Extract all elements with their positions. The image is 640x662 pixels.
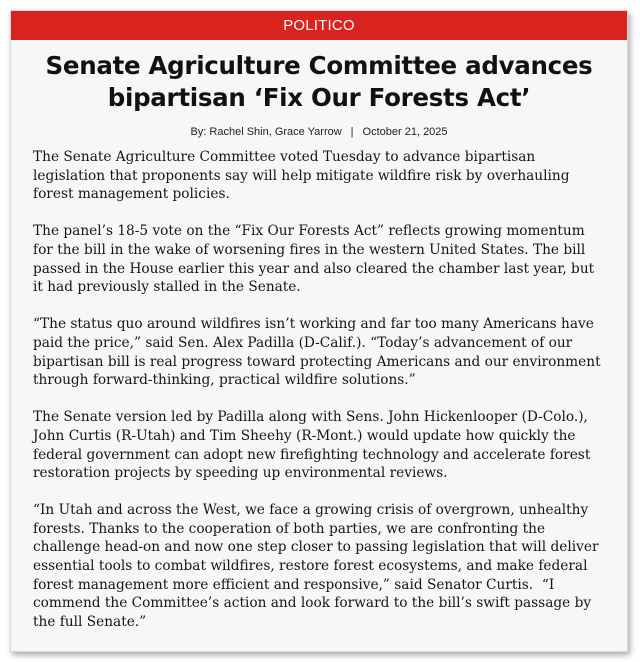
byline-authors: By: Rachel Shin, Grace Yarrow <box>190 126 342 138</box>
article-headline: Senate Agriculture Committee advances bipartisan ‘Fix Our Forests Act’ <box>45 51 593 112</box>
article-page <box>10 10 628 652</box>
article-paragraph: The panel’s 18-5 vote on the “Fix Our Forests Act” reflects growing momentum for the bill in the wake of worsening fires in the western United States. The bill passed in the House earlier this year and also cleared the chamber last year, but it had previously stalled in the Senate. <box>33 223 595 296</box>
publication-logo: POLITICO <box>283 17 355 34</box>
article-paragraph: The Senate Agriculture Committee voted Tuesday to advance bipartisan legislation that proponents say will help mitigate wildfire risk by overhauling forest management policies. <box>33 149 570 203</box>
article-paragraph: “In Utah and across the West, we face a growing crisis of overgrown, unhealthy forests. Thanks to the cooperation of both parties, we are confronting the challenge head-on and now one step closer to passing legislation that will deliver essential tools to combat wildfires, restore forest ecosystems, and make federal forest management more efficient and responsive,” said Senator Curtis. “I commend the Committee’s action and look forward to the bill’s swift passage by the full Senate.” <box>33 502 599 630</box>
byline <box>11 126 627 138</box>
byline-date: October 21, 2025 <box>362 126 448 138</box>
byline-separator: | <box>350 126 354 138</box>
brand-bar <box>11 11 627 40</box>
article-paragraph: “The status quo around wildfires isn’t working and far too many Americans have paid the price,” said Sen. Alex Padilla (D-Calif.). “Today’s advancement of our bipartisan bill is real progress toward protecting Americans and our environment through forward-thinking, practical wildfire solutions.” <box>33 316 601 389</box>
article-paragraph: The Senate version led by Padilla along with Sens. John Hickenlooper (D-Colo.), John Curtis (R-Utah) and Tim Sheehy (R-Mont.) would update how quickly the federal government can adopt new firefighting technology and accelerate forest restoration projects by speeding up environmental reviews. <box>33 409 591 482</box>
article-body <box>33 148 607 631</box>
